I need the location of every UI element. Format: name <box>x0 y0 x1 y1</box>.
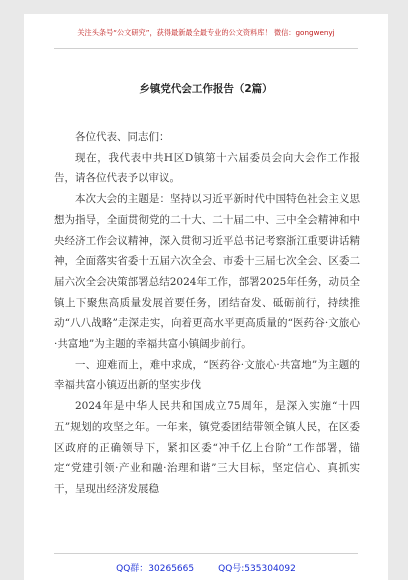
document-body <box>54 127 360 500</box>
paragraph: 本次大会的主题是：坚持以习近平新时代中国特色社会主义思想为指导，全面贯彻党的二十大、二十届二中、三中全会精神和中央经济工作会议精神，深入贯彻习近平总书记考察浙江重要讲话精神，全面落实省委十五届六次全会、市委十三届七次全会、区委二届六次全会决策部署总结2024年工作，部署2025年任务，动员全镇上下聚焦高质量发展首要任务，团结奋发、砥砺前行，持续推动“八八战略”走深走实，向着更高水平更高质量的“医药谷·文旅心·共富地”为主题的幸福共富小镇阔步前行。 <box>54 193 360 351</box>
section-heading: 一、迎难而上，难中求成，“医药谷·文旅心·共富地”为主题的幸福共富小镇迈出新的坚实步伐 <box>54 358 360 392</box>
footer-qq-group: QQ群：30265665 <box>116 563 195 574</box>
document-title: 乡镇党代会工作报告（2篇） <box>139 83 273 95</box>
paragraph: 2024年是中华人民共和国成立75周年，是深入实施“十四五”规划的攻坚之年。一年来，镇党委团结带领全镇人民，在区委区政府的正确领导下，紧扣区委“冲千亿上台阶”工作部署，锚定“党建引领·产业和融·治理和谐”三大目标，坚定信心、真抓实干，呈现出经济发展稳 <box>54 400 360 495</box>
header-divider <box>54 48 358 49</box>
salutation: 各位代表、同志们： <box>75 131 170 143</box>
document-page <box>24 14 388 580</box>
footer <box>24 556 388 578</box>
footer-qq-number: QQ号:535304092 <box>218 563 296 574</box>
header-promo-note: 关注头条号“公文研究”，获得最新最全最专业的公文资料库！ 微信：gongwenyj <box>77 28 335 37</box>
footer-divider <box>54 553 358 554</box>
paragraph: 现在，我代表中共H区D镇第十六届委员会向大会作工作报告，请各位代表予以审议。 <box>54 151 360 185</box>
